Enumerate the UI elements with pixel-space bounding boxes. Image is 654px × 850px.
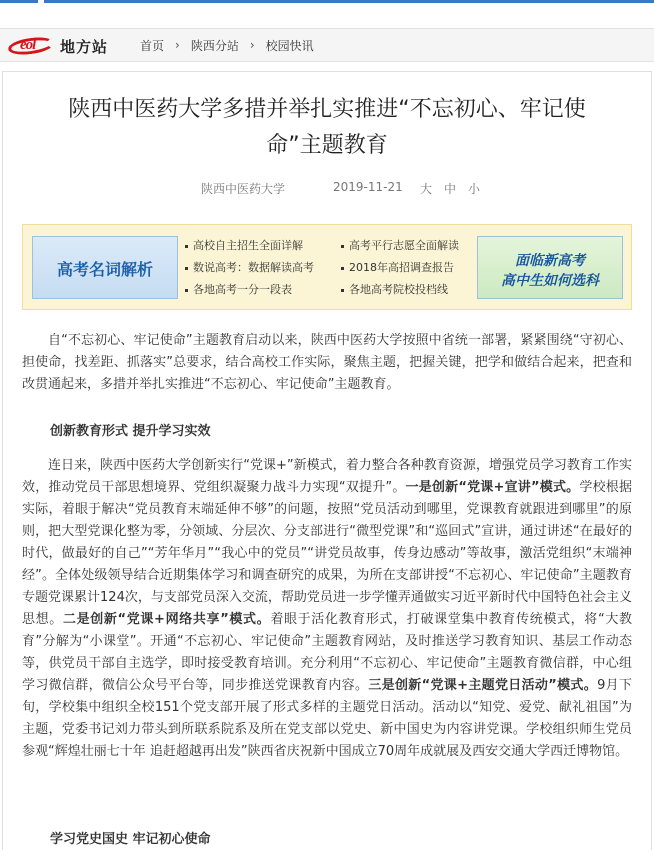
top-strip-segment <box>44 0 654 3</box>
font-size-small-button[interactable]: 小 <box>468 182 481 196</box>
section-heading: 创新教育形式 提升学习实效 <box>50 424 211 439</box>
breadcrumb-campus-news-link[interactable]: 校园快讯 <box>265 38 314 53</box>
chevron-right-icon: › <box>175 38 180 52</box>
promo-link[interactable]: 高考平行志愿全面解读 <box>341 235 459 257</box>
promo-link[interactable]: 各地高考一分一段表 <box>185 279 314 301</box>
promo-link[interactable]: 高校自主招生全面详解 <box>185 235 314 257</box>
breadcrumb-home-link[interactable]: 首页 <box>140 38 165 53</box>
article-paragraph: 自“不忘初心、牢记使命”主题教育启动以来，陕西中医药大学按照中省统一部署，紧紧围绕“守初心、担使命，找差距、抓落实”总要求，结合高校工作实际，聚焦主题，把握关键，把学和做结合起来，把查和改贯通起来，多措并举扎实推进“不忘初心、牢记使命”主题教育。 <box>22 333 632 392</box>
top-strip <box>0 0 654 6</box>
font-size-large-button[interactable]: 大 <box>420 182 433 196</box>
site-nav-bar <box>0 28 654 62</box>
breadcrumb <box>140 29 314 61</box>
emphasis-text: 二是创新“党课+网络共享”模式。 <box>62 612 271 627</box>
site-logo[interactable] <box>8 34 108 58</box>
article-source: 陕西中医药大学 <box>201 182 286 196</box>
promo-link[interactable]: 各地高考院校投档线 <box>341 279 459 301</box>
top-strip-segment <box>0 0 38 3</box>
promo-links-col2 <box>341 235 459 301</box>
promo-link[interactable]: 数说高考：数据解读高考 <box>185 257 314 279</box>
promo-links-col1 <box>185 235 314 301</box>
site-name: 地方站 <box>60 37 109 56</box>
article-paragraph: 连日来，陕西中医药大学创新实行“党课+”新模式，着力整合各种教育资源，增强党员学习教育工作实效，推动党员干部思想境界、党组织凝聚力战斗力实现“双提升”。一是创新“党课+宣讲”模式。学校根据实际，着眼于解决“党员教育末端延伸不够”的问题，按照“党员活动到哪里，党课教育就跟进到哪里”的原则，把大型党课化整为零，分领域、分层次、分支部进行“微型党课”和“巡回式”宣讲，通过讲述“在最好的时代，做最好的自己”“芳年华月”“我心中的党员”“讲党员故事，传身边感动”等故事，激活党组织“末端神经”。全体处级领导结合近期集体学习和调查研究的成果，为所在支部讲授“不忘初心、牢记使命”主题教育专题党课累计124次，与支部党员深入交流，帮助党员进一步学懂弄通做实习近平新时代中国特色社会主义思想。二是创新“党课+网络共享”模式。着眼于活化教育形式，打破课堂集中教育传统模式，将“大教育”分解为“小课堂”。开通“不忘初心、牢记使命”主题教育网站，及时推送学习教育知识、基层工作动态等，供党员干部自主选学，即时接受教育培训。充分利用“不忘初心、牢记使命”主题教育微信群，中心组学习微信群，微信公众号平台等，同步推送党课教育内容。三是创新“党课+主题党日活动”模式。9月下旬，学校集中组织全校151个党支部开展了形式多样的主题党日活动。活动以“知党、爱党、献礼祖国”为主题，党委书记刘力带头到所联系院系及所在党支部以党史、新中国史为内容讲党课。学校组织师生党员参观“辉煌壮丽七十年 追赶超越再出发”陕西省庆祝新中国成立70周年成就展及西安交通大学西迁博物馆。 <box>22 458 632 759</box>
chevron-right-icon: › <box>249 38 255 52</box>
promo-link[interactable]: 2018年高招调查报告 <box>341 257 459 279</box>
emphasis-text: 一是创新“党课+宣讲”模式。 <box>405 480 580 495</box>
article-title: 陕西中医药大学多措并举扎实推进“不忘初心、牢记使 命”主题教育 <box>68 97 586 158</box>
section-heading: 学习党史国史 牢记初心使命 <box>50 832 211 847</box>
promo-right-banner[interactable]: 面临新高考 高中生如何选科 <box>477 236 623 299</box>
breadcrumb-shaanxi-link[interactable]: 陕西分站 <box>190 38 239 53</box>
eol-logo-icon: eol <box>8 35 56 57</box>
font-size-medium-button[interactable]: 中 <box>444 182 457 196</box>
promo-left-banner[interactable]: 高考名词解析 <box>32 236 178 299</box>
emphasis-text: 三是创新“党课+主题党日活动”模式。 <box>368 678 598 693</box>
article-date: 2019-11-21 <box>333 180 403 194</box>
promo-banner <box>22 224 632 310</box>
